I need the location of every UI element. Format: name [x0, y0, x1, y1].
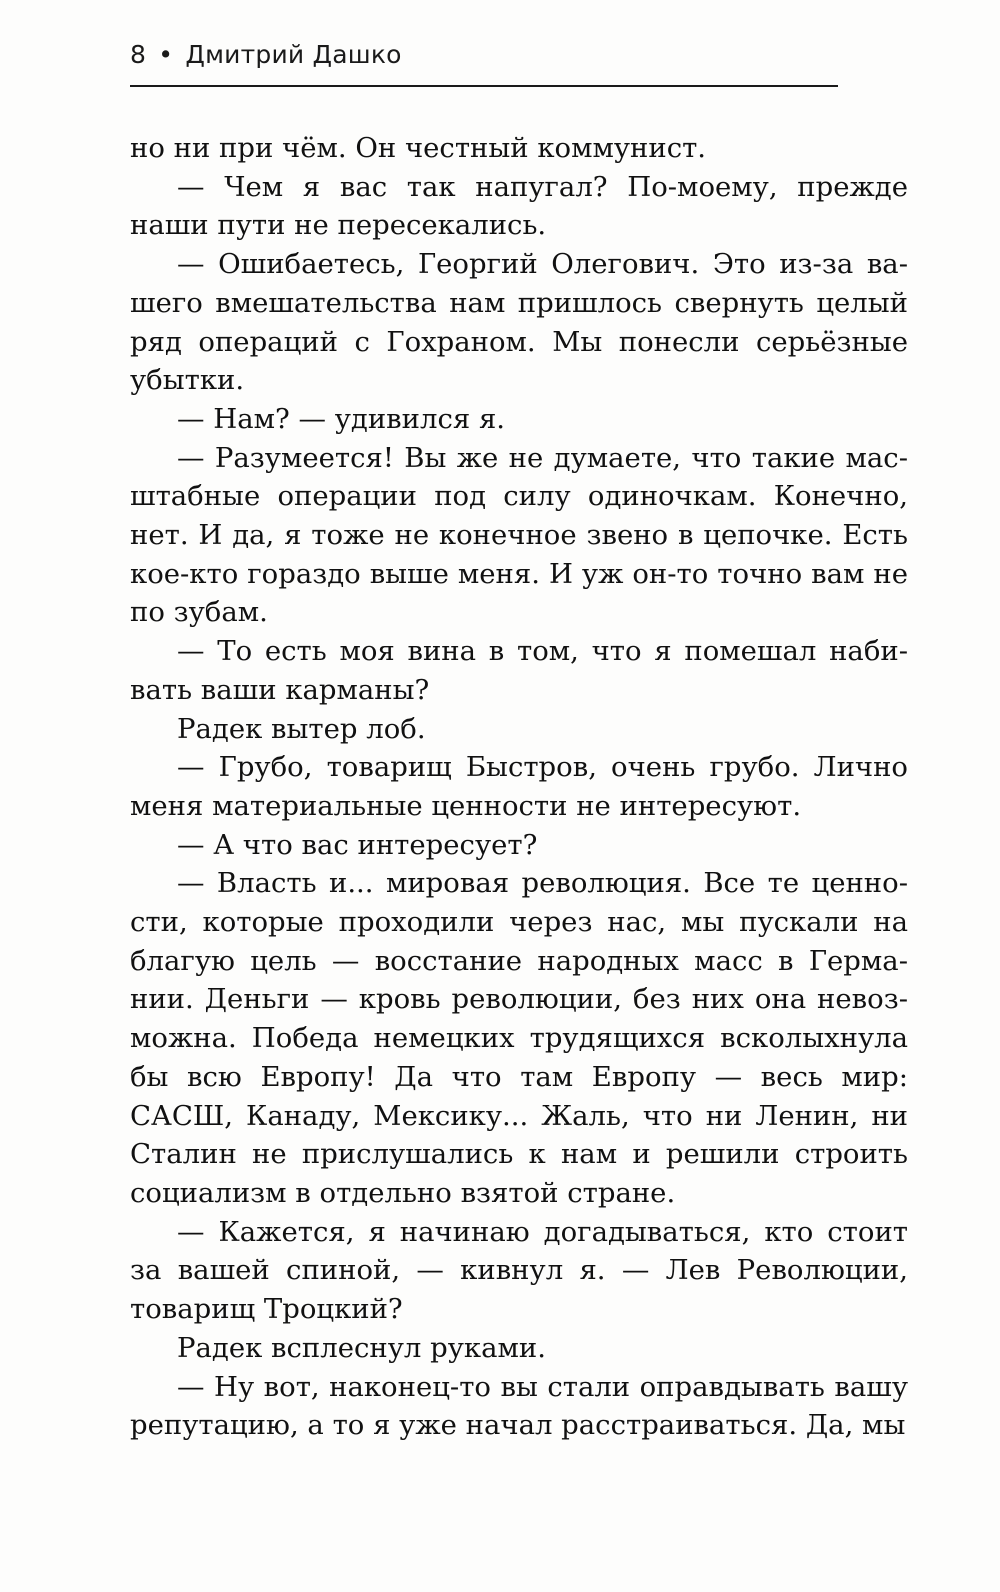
paragraph: — Ну вот, наконец-то вы стали оправдывать вашу репутацию, а то я уже начал расстраиваться. Да, мы	[130, 1370, 908, 1442]
header-separator: •	[158, 40, 174, 69]
paragraph: — А что вас интересует?	[177, 828, 538, 861]
paragraph: Радек вытер лоб.	[177, 712, 426, 745]
running-header	[130, 40, 402, 69]
paragraph: — Кажется, я начинаю догадываться, кто стоит за вашей спиной, — кивнул я. — Лев Революции, товарищ Троцкий?	[130, 1215, 908, 1326]
paragraph: — Чем я вас так напугал? По-моему, прежде наши пути не пересекались.	[130, 170, 908, 242]
paragraph: — Власть и... мировая революция. Все те ценности, которые проходили через нас, мы пускали на благую цель — восстание народных масс в Германии. Деньги — кровь революции, без них она невозможна. Победа немецких трудящихся всколыхнула бы всю Европу! Да что там Европу — весь мир: САСШ, Канаду, Мексику... Жаль, что ни Ленин, ни Сталин не прислушались к нам и решили строить социализм в отдельно взятой стране.	[130, 867, 908, 1209]
paragraph: Радек всплеснул руками.	[177, 1331, 546, 1364]
paragraph: но ни при чём. Он честный коммунист.	[130, 132, 707, 164]
body-text	[130, 129, 908, 1445]
paragraph: — Грубо, товарищ Быстров, очень грубо. Лично меня материальные ценности не интересуют.	[130, 751, 908, 822]
author-name: Дмитрий Дашко	[185, 40, 402, 69]
header-rule	[130, 85, 838, 87]
page-number: 8	[130, 40, 147, 69]
paragraph: — Ошибаетесь, Георгий Олегович. Это из-за вашего вмешательства нам пришлось свернуть целый ряд операций с Гохраном. Мы понесли серьёзные убытки.	[130, 248, 908, 397]
paragraph: — Разумеется! Вы же не думаете, что такие масштабные операции под силу одиночкам. Конечно, нет. И да, я тоже не конечное звено в цепочке. Есть кое-кто гораздо выше меня. И уж он-то точно вам не по зубам.	[130, 441, 908, 629]
paragraph: — То есть моя вина в том, что я помешал набивать ваши карманы?	[130, 635, 908, 706]
paragraph: — Нам? — удивился я.	[177, 402, 506, 435]
